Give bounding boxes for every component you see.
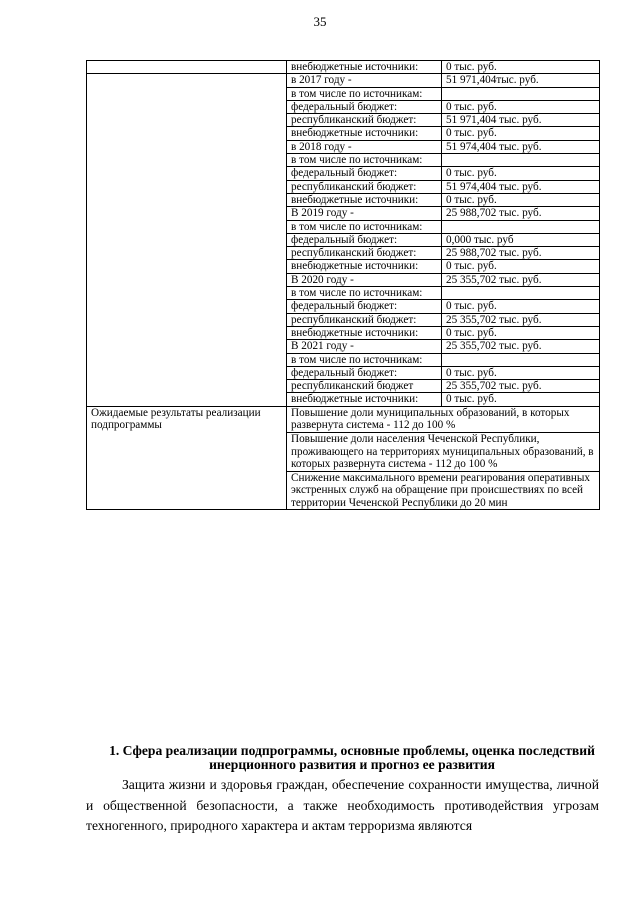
source-cell: федеральный бюджет: xyxy=(287,167,442,180)
source-cell: федеральный бюджет: xyxy=(287,233,442,246)
page-number: 35 xyxy=(313,14,327,29)
amount-cell: 0 тыс. руб. xyxy=(442,61,600,74)
amount-cell xyxy=(442,154,600,167)
blank-label-cell xyxy=(87,74,287,406)
body-paragraph: Защита жизни и здоровья граждан, обеспечение сохранности имущества, личной и общественной безопасности, а также необходимость противодействия угрозам техногенного, природного характера и актам терроризма являются xyxy=(86,777,599,833)
source-cell: В 2021 году - xyxy=(287,340,442,353)
body-text xyxy=(86,775,599,837)
source-cell: внебюджетные источники: xyxy=(287,61,442,74)
amount-cell xyxy=(442,353,600,366)
amount-cell: 25 355,702 тыс. руб. xyxy=(442,273,600,286)
amount-cell: 0 тыс. руб. xyxy=(442,100,600,113)
amount-cell: 25 355,702 тыс. руб. xyxy=(442,313,600,326)
amount-cell: 0 тыс. руб. xyxy=(442,366,600,379)
source-cell: в 2017 году - xyxy=(287,74,442,87)
source-cell: в том числе по источникам: xyxy=(287,154,442,167)
amount-cell: 0 тыс. руб. xyxy=(442,393,600,406)
amount-cell: 0,000 тыс. руб xyxy=(442,233,600,246)
source-cell: В 2020 году - xyxy=(287,273,442,286)
amount-cell: 0 тыс. руб. xyxy=(442,260,600,273)
source-cell: В 2019 году - xyxy=(287,207,442,220)
amount-cell: 0 тыс. руб. xyxy=(442,300,600,313)
source-cell: республиканский бюджет: xyxy=(287,247,442,260)
blank-label-cell xyxy=(87,61,287,74)
amount-cell: 0 тыс. руб. xyxy=(442,127,600,140)
section-heading: 1. Сфера реализации подпрограммы, основные проблемы, оценка последствий инерционного развития и прогноз ее развития xyxy=(109,743,595,772)
result-item: Снижение максимального времени реагирования оперативных экстренных служб на обращение при происшествиях по всей территории Чеченской Республики до 20 мин xyxy=(287,471,600,510)
source-cell: федеральный бюджет: xyxy=(287,100,442,113)
amount-cell xyxy=(442,220,600,233)
amount-cell: 51 974,404 тыс. руб. xyxy=(442,180,600,193)
source-cell: федеральный бюджет: xyxy=(287,366,442,379)
amount-cell xyxy=(442,87,600,100)
source-cell: в том числе по источникам: xyxy=(287,353,442,366)
amount-cell: 25 988,702 тыс. руб. xyxy=(442,247,600,260)
source-cell: внебюджетные источники: xyxy=(287,393,442,406)
amount-cell: 0 тыс. руб. xyxy=(442,167,600,180)
source-cell: федеральный бюджет: xyxy=(287,300,442,313)
source-cell: в том числе по источникам: xyxy=(287,287,442,300)
amount-cell: 51 974,404 тыс. руб. xyxy=(442,140,600,153)
table-row xyxy=(87,406,600,432)
result-item: Повышение доли населения Чеченской Республики, проживающего на территориях муниципальных образований, в которых развернута система - 112 до 100 % xyxy=(287,432,600,471)
results-label: Ожидаемые результаты реализации подпрограммы xyxy=(87,406,287,510)
table-row xyxy=(87,61,600,74)
amount-cell: 0 тыс. руб. xyxy=(442,193,600,206)
table-row xyxy=(87,74,600,87)
budget-table-body xyxy=(87,61,600,510)
amount-cell: 51 971,404тыс. руб. xyxy=(442,74,600,87)
amount-cell xyxy=(442,287,600,300)
amount-cell: 25 355,702 тыс. руб. xyxy=(442,340,600,353)
amount-cell: 25 988,702 тыс. руб. xyxy=(442,207,600,220)
source-cell: республиканский бюджет: xyxy=(287,114,442,127)
source-cell: внебюджетные источники: xyxy=(287,127,442,140)
amount-cell: 0 тыс. руб. xyxy=(442,326,600,339)
source-cell: внебюджетные источники: xyxy=(287,326,442,339)
budget-table xyxy=(86,60,600,510)
source-cell: внебюджетные источники: xyxy=(287,193,442,206)
amount-cell: 25 355,702 тыс. руб. xyxy=(442,380,600,393)
source-cell: в том числе по источникам: xyxy=(287,220,442,233)
amount-cell: 51 971,404 тыс. руб. xyxy=(442,114,600,127)
source-cell: республиканский бюджет: xyxy=(287,313,442,326)
source-cell: республиканский бюджет: xyxy=(287,180,442,193)
result-item: Повышение доли муниципальных образований, в которых развернута система - 112 до 100 % xyxy=(287,406,600,432)
source-cell: в 2018 году - xyxy=(287,140,442,153)
source-cell: внебюджетные источники: xyxy=(287,260,442,273)
source-cell: республиканский бюджет xyxy=(287,380,442,393)
source-cell: в том числе по источникам: xyxy=(287,87,442,100)
